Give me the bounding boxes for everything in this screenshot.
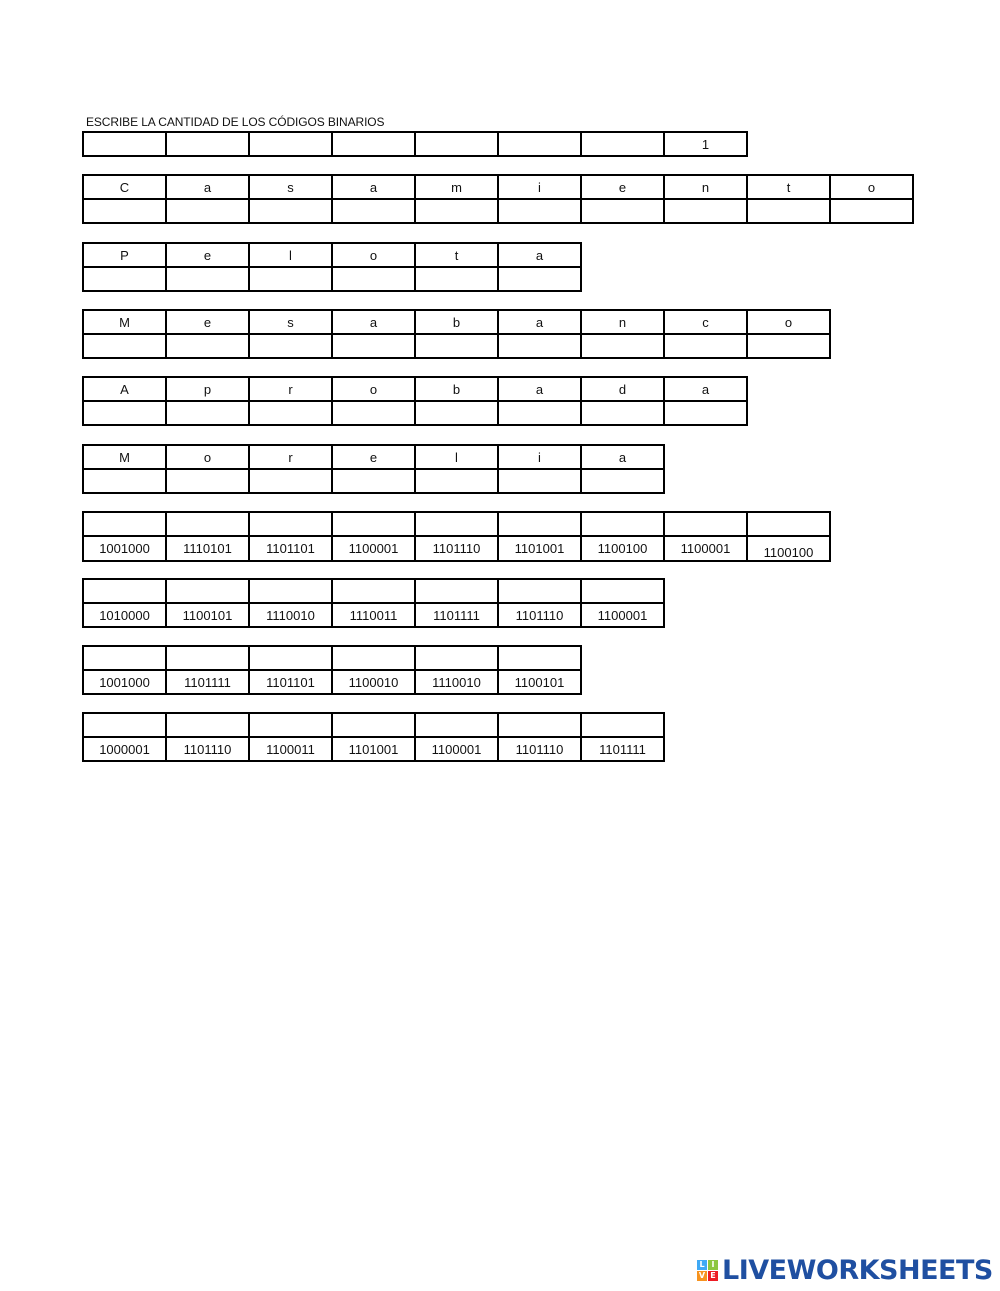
answer-input-cell[interactable]	[332, 401, 415, 425]
letter-cell: a	[581, 445, 664, 469]
binary-table-1	[82, 511, 831, 562]
answer-input-cell[interactable]	[415, 713, 498, 737]
badge-letter: L	[697, 1260, 707, 1270]
answer-input-cell[interactable]	[664, 401, 747, 425]
answer-input-cell[interactable]	[498, 267, 581, 291]
binary-code-cell: 1101101	[249, 670, 332, 694]
badge-letter: I	[708, 1260, 718, 1270]
answer-input-cell[interactable]	[332, 579, 415, 603]
badge-letter: V	[698, 1271, 706, 1280]
binary-code-cell: 1110010	[415, 670, 498, 694]
answer-input-cell[interactable]	[415, 512, 498, 536]
letter-cell: s	[249, 310, 332, 334]
letter-cell: o	[332, 243, 415, 267]
answer-input-cell[interactable]	[747, 199, 830, 223]
answer-input-cell[interactable]	[332, 334, 415, 358]
answer-row	[83, 199, 913, 223]
answer-input-cell[interactable]	[83, 199, 166, 223]
answer-input-cell[interactable]	[581, 401, 664, 425]
example-cell	[166, 132, 249, 156]
answer-input-cell[interactable]	[498, 579, 581, 603]
answer-input-cell[interactable]	[166, 579, 249, 603]
letter-cell: o	[747, 310, 830, 334]
binary-code-cell: 1101110	[498, 603, 581, 627]
binary-code-cell: 1001000	[83, 670, 166, 694]
letter-cell: P	[83, 243, 166, 267]
answer-input-cell[interactable]	[83, 267, 166, 291]
answer-input-cell[interactable]	[747, 334, 830, 358]
answer-input-cell[interactable]	[166, 199, 249, 223]
example-cell	[83, 132, 166, 156]
binary-code-cell: 1000001	[83, 737, 166, 761]
answer-input-cell[interactable]	[166, 267, 249, 291]
binary-table-3	[82, 645, 582, 695]
answer-input-cell[interactable]	[166, 713, 249, 737]
binary-code-cell: 1110010	[249, 603, 332, 627]
letter-cell: M	[83, 310, 166, 334]
answer-input-cell[interactable]	[166, 512, 249, 536]
answer-input-cell[interactable]	[498, 334, 581, 358]
answer-input-cell[interactable]	[83, 401, 166, 425]
answer-input-cell[interactable]	[166, 469, 249, 493]
binary-code-cell: 1101111	[415, 603, 498, 627]
binary-code-cell: 1101001	[332, 737, 415, 761]
example-cell	[332, 132, 415, 156]
answer-input-cell[interactable]	[498, 646, 581, 670]
letters-row	[83, 310, 830, 334]
letter-cell: o	[332, 377, 415, 401]
answer-input-cell[interactable]	[581, 334, 664, 358]
letter-cell: e	[581, 175, 664, 199]
letter-cell: a	[664, 377, 747, 401]
binary-code-cell: 1100011	[249, 737, 332, 761]
answer-input-cell[interactable]	[249, 199, 332, 223]
binary-table-4	[82, 712, 665, 762]
answer-input-cell[interactable]	[664, 334, 747, 358]
binary-row	[83, 536, 830, 561]
binary-code-cell: 1100001	[664, 536, 747, 561]
letter-cell: p	[166, 377, 249, 401]
word-table-3	[82, 309, 831, 359]
letter-cell: a	[166, 175, 249, 199]
answer-input-cell[interactable]	[498, 713, 581, 737]
answer-input-cell[interactable]	[249, 334, 332, 358]
answer-input-cell[interactable]	[415, 401, 498, 425]
binary-code-cell: 1110011	[332, 603, 415, 627]
letter-cell: M	[83, 445, 166, 469]
letter-cell: e	[166, 243, 249, 267]
example-cell	[581, 132, 664, 156]
answer-row	[83, 713, 664, 737]
letter-cell: o	[166, 445, 249, 469]
answer-input-cell[interactable]	[249, 646, 332, 670]
letter-cell: n	[664, 175, 747, 199]
letter-cell: a	[332, 310, 415, 334]
binary-code-cell: 1100100	[747, 536, 830, 561]
letter-cell: a	[498, 310, 581, 334]
answer-row	[83, 512, 830, 536]
binary-code-cell: 1100010	[332, 670, 415, 694]
letter-cell: r	[249, 445, 332, 469]
answer-input-cell[interactable]	[747, 512, 830, 536]
letter-cell: n	[581, 310, 664, 334]
binary-code-cell: 1100001	[332, 536, 415, 561]
liveworksheets-logo	[697, 1254, 993, 1286]
binary-code-cell: 1001000	[83, 536, 166, 561]
letter-cell: d	[581, 377, 664, 401]
binary-code-cell: 1100001	[581, 603, 664, 627]
live-badge-icon	[697, 1260, 718, 1281]
answer-input-cell[interactable]	[415, 579, 498, 603]
binary-code-cell: 1101110	[166, 737, 249, 761]
example-cell	[249, 132, 332, 156]
answer-input-cell[interactable]	[415, 646, 498, 670]
binary-code-cell: 1101101	[249, 536, 332, 561]
answer-input-cell[interactable]	[664, 512, 747, 536]
binary-code-cell: 1100100	[581, 536, 664, 561]
answer-input-cell[interactable]	[498, 401, 581, 425]
answer-input-cell[interactable]	[83, 579, 166, 603]
answer-input-cell[interactable]	[498, 469, 581, 493]
binary-row	[83, 670, 581, 694]
answer-input-cell[interactable]	[415, 334, 498, 358]
answer-input-cell[interactable]	[415, 199, 498, 223]
badge-letter: E	[708, 1271, 718, 1281]
answer-input-cell[interactable]	[166, 334, 249, 358]
letters-row	[83, 445, 664, 469]
word-table-1	[82, 174, 914, 224]
answer-input-cell[interactable]	[498, 512, 581, 536]
answer-input-cell[interactable]	[83, 469, 166, 493]
answer-input-cell[interactable]	[664, 199, 747, 223]
answer-input-cell[interactable]	[332, 267, 415, 291]
answer-input-cell[interactable]	[249, 401, 332, 425]
binary-code-cell: 1101111	[166, 670, 249, 694]
letter-cell: a	[498, 243, 581, 267]
example-cell	[415, 132, 498, 156]
word-table-5	[82, 444, 665, 494]
binary-row	[83, 603, 664, 627]
word-table-2	[82, 242, 582, 292]
letters-row	[83, 377, 747, 401]
answer-input-cell[interactable]	[332, 512, 415, 536]
example-row	[83, 132, 747, 156]
binary-code-cell: 1101110	[498, 737, 581, 761]
word-table-4	[82, 376, 748, 426]
letter-cell: e	[332, 445, 415, 469]
binary-row	[83, 737, 664, 761]
binary-table-2	[82, 578, 665, 628]
binary-code-cell: 1100001	[415, 737, 498, 761]
answer-input-cell[interactable]	[83, 713, 166, 737]
letter-cell: i	[498, 175, 581, 199]
letter-cell: m	[415, 175, 498, 199]
binary-code-cell: 1101001	[498, 536, 581, 561]
answer-input-cell[interactable]	[332, 199, 415, 223]
answer-input-cell[interactable]	[83, 512, 166, 536]
letter-cell: C	[83, 175, 166, 199]
worksheet-title: ESCRIBE LA CANTIDAD DE LOS CÓDIGOS BINARIOS	[86, 115, 385, 129]
answer-input-cell[interactable]	[581, 469, 664, 493]
letter-cell: l	[415, 445, 498, 469]
binary-code-cell: 1101110	[415, 536, 498, 561]
example-cell	[498, 132, 581, 156]
answer-input-cell[interactable]	[249, 469, 332, 493]
answer-input-cell[interactable]	[332, 713, 415, 737]
answer-row	[83, 267, 581, 291]
letters-row	[83, 243, 581, 267]
letter-cell: o	[830, 175, 913, 199]
logo-text: LIVEWORKSHEETS	[722, 1254, 993, 1286]
letter-cell: c	[664, 310, 747, 334]
answer-input-cell[interactable]	[249, 713, 332, 737]
example-cell: 1	[664, 132, 747, 156]
letter-cell: l	[249, 243, 332, 267]
letter-cell: s	[249, 175, 332, 199]
letter-cell: a	[498, 377, 581, 401]
answer-input-cell[interactable]	[83, 646, 166, 670]
answer-input-cell[interactable]	[83, 334, 166, 358]
example-table	[82, 131, 748, 157]
binary-code-cell: 1100101	[498, 670, 581, 694]
letters-row	[83, 175, 913, 199]
letter-cell: b	[415, 377, 498, 401]
binary-code-cell: 1110101	[166, 536, 249, 561]
answer-input-cell[interactable]	[415, 469, 498, 493]
answer-input-cell[interactable]	[166, 646, 249, 670]
answer-input-cell[interactable]	[498, 199, 581, 223]
answer-input-cell[interactable]	[415, 267, 498, 291]
letter-cell: A	[83, 377, 166, 401]
answer-row	[83, 334, 830, 358]
answer-input-cell[interactable]	[581, 512, 664, 536]
letter-cell: r	[249, 377, 332, 401]
answer-input-cell[interactable]	[332, 469, 415, 493]
letter-cell: i	[498, 445, 581, 469]
answer-input-cell[interactable]	[249, 267, 332, 291]
letter-cell: b	[415, 310, 498, 334]
answer-input-cell[interactable]	[581, 579, 664, 603]
answer-input-cell[interactable]	[166, 401, 249, 425]
answer-row	[83, 646, 581, 670]
answer-row	[83, 401, 747, 425]
answer-input-cell[interactable]	[830, 199, 913, 223]
letter-cell: t	[415, 243, 498, 267]
binary-code-cell: 1010000	[83, 603, 166, 627]
answer-input-cell[interactable]	[249, 579, 332, 603]
answer-input-cell[interactable]	[581, 713, 664, 737]
answer-input-cell[interactable]	[581, 199, 664, 223]
answer-row	[83, 579, 664, 603]
answer-input-cell[interactable]	[249, 512, 332, 536]
letter-cell: t	[747, 175, 830, 199]
letter-cell: e	[166, 310, 249, 334]
answer-row	[83, 469, 664, 493]
binary-code-cell: 1101111	[581, 737, 664, 761]
binary-code-cell: 1100101	[166, 603, 249, 627]
answer-input-cell[interactable]	[332, 646, 415, 670]
letter-cell: a	[332, 175, 415, 199]
